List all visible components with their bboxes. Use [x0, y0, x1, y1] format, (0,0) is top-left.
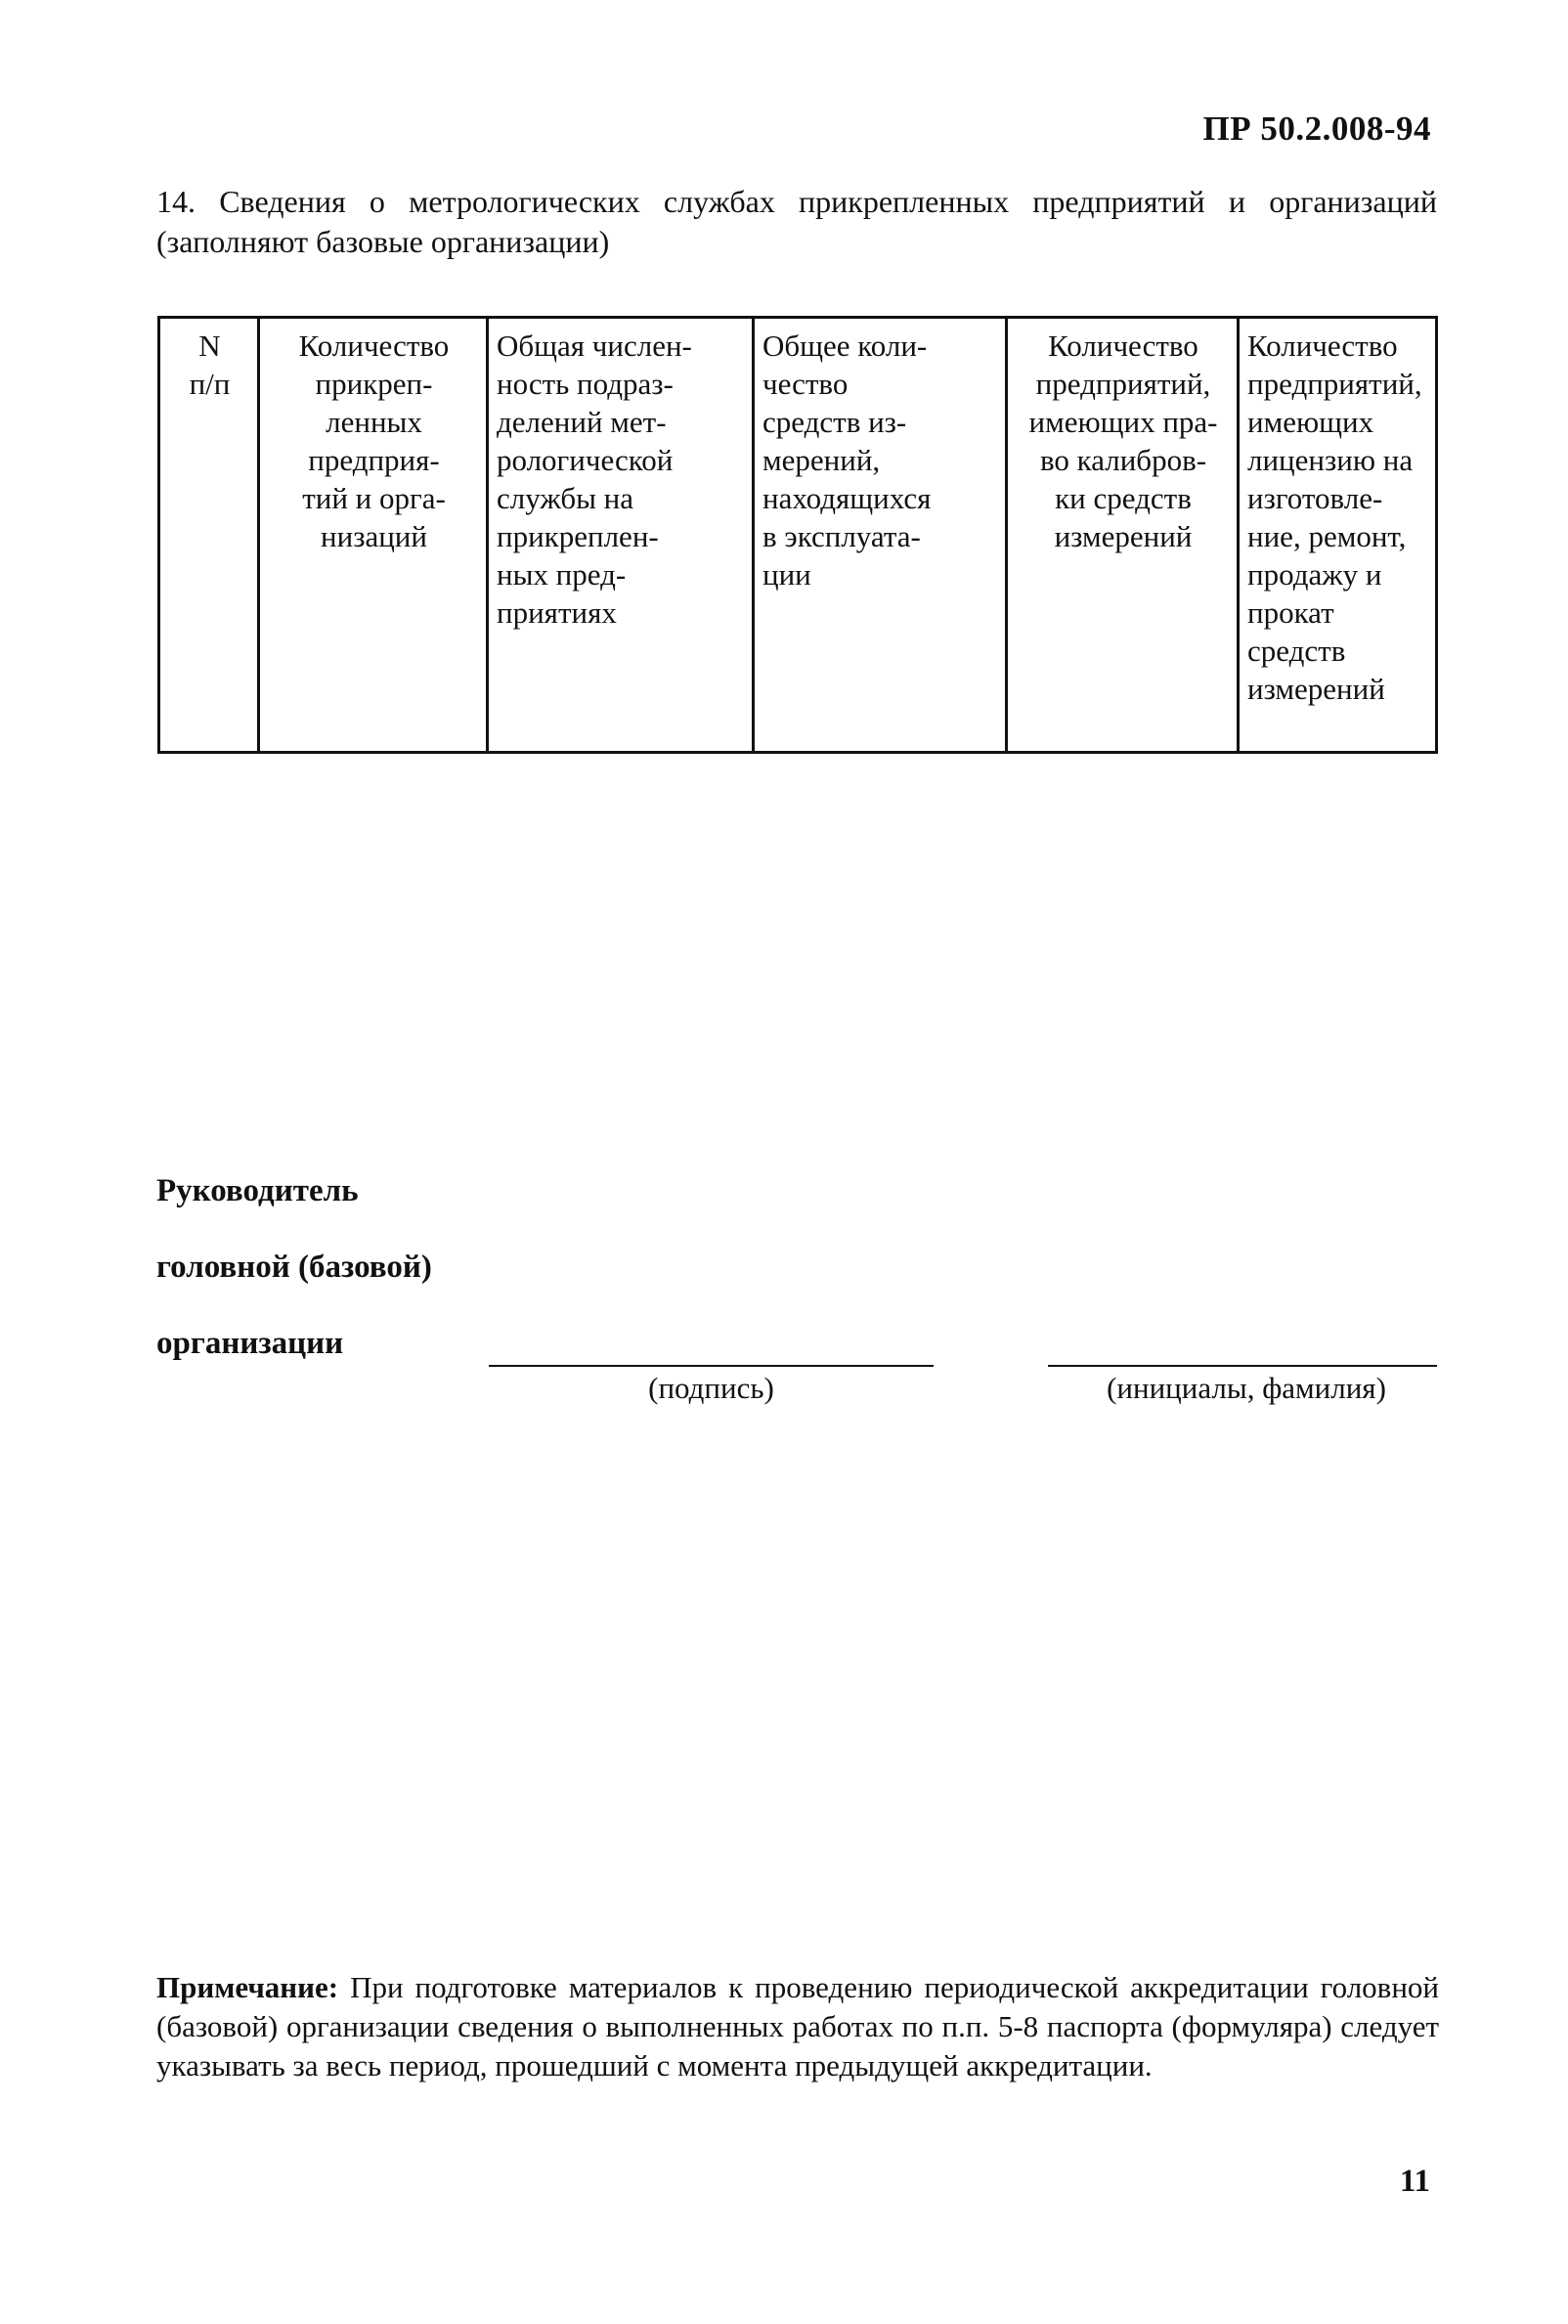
signature-label-org-type: головной (базовой) — [156, 1250, 432, 1285]
page-number: 11 — [1399, 2164, 1430, 2199]
signature-label-head: Руководитель — [156, 1173, 359, 1208]
table-header-row — [159, 318, 1437, 753]
note-text: При подготовке материалов к проведению периодической аккредитации головной (базовой) организации сведения о выполненных работах по п.п. 5-8 паспорта (формуляра) следует указывать за весь период, прошедший с момента предыдущей аккредитации. — [156, 1970, 1439, 2083]
column-header-license: Количество предприятий, имеющих лицензию на изготовле- ние, ремонт, продажу и прокат средств измерений — [1239, 318, 1437, 753]
note-paragraph — [156, 1968, 1439, 2085]
column-header-number: N п/п — [159, 318, 259, 753]
signature-label-organization: организации — [156, 1326, 344, 1361]
column-header-instruments-count: Общее коли- чество средств из- мерений, находящихся в эксплуата- ции — [754, 318, 1007, 753]
column-header-attached-enterprises: Количество прикреп- ленных предприя- тий и орга- низаций — [259, 318, 488, 753]
name-line — [1048, 1365, 1437, 1367]
metrology-services-table — [157, 316, 1438, 754]
note-label: Примечание: — [156, 1970, 339, 2004]
section-title: 14. Сведения о метрологических службах прикрепленных предприятий и организаций (заполняют базовые организации) — [156, 184, 1437, 259]
document-code: ПР 50.2.008-94 — [1202, 110, 1431, 148]
name-caption: (инициалы, фамилия) — [1107, 1371, 1386, 1405]
signature-caption: (подпись) — [648, 1371, 774, 1405]
column-header-staff-count: Общая числен- ность подраз- делений мет- рологической службы на прикреплен- ных пред- приятиях — [488, 318, 754, 753]
column-header-calibration-right: Количество предприятий, имеющих пра- во калибров- ки средств измерений — [1007, 318, 1239, 753]
signature-line — [489, 1365, 934, 1367]
